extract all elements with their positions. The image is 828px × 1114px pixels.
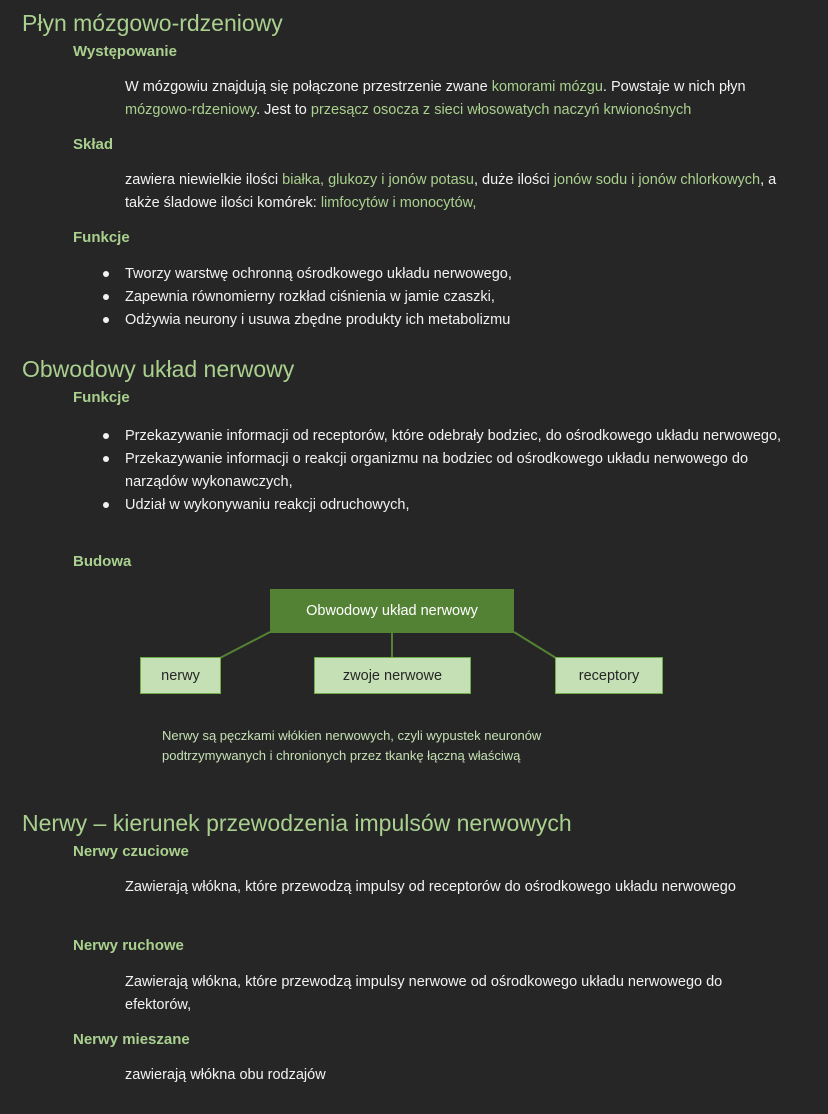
text-span: , duże ilości — [474, 172, 554, 188]
text-span: W mózgowiu znajdują się połączone przestrzenie zwane — [125, 79, 492, 95]
highlight-term: białka, glukozy i jonów potasu — [282, 172, 474, 188]
list-item: Udział w wykonywaniu reakcji odruchowych, — [125, 494, 785, 517]
paragraph-nerwy-czuciowe: Zawierają włókna, które przewodzą impulsy od receptorów do ośrodkowego układu nerwowego — [125, 879, 736, 895]
section-title-nerwy: Nerwy – kierunek przewodzenia impulsów nerwowych — [22, 810, 572, 836]
list-item: Tworzy warstwę ochronną ośrodkowego układu nerwowego, — [125, 263, 805, 286]
diagram-note: Nerwy są pęczkami włókien nerwowych, czyli wypustek neuronów podtrzymywanych i chronionych przez tkankę łączną właściwą — [162, 728, 542, 763]
subheading-budowa: Budowa — [73, 553, 132, 570]
diagram-node-nerwy: nerwy — [140, 657, 221, 694]
highlight-term: komorami mózgu — [491, 79, 603, 95]
subheading-nerwy-ruchowe: Nerwy ruchowe — [73, 937, 184, 954]
connector-line — [514, 632, 556, 658]
list-item: Przekazywanie informacji od receptorów, które odebrały bodziec, do ośrodkowego układu nerwowego, — [125, 425, 785, 448]
subheading-funkcje-obwodowy: Funkcje — [73, 389, 130, 406]
text-span: . Jest to — [256, 102, 311, 118]
subheading-funkcje-plyn: Funkcje — [73, 229, 130, 246]
text-span: , a także śladowe ilości komórek: — [125, 172, 777, 211]
list-item: Odżywia neurony i usuwa zbędne produkty ich metabolizmu — [125, 309, 805, 332]
list-item: Przekazywanie informacji o reakcji organizmu na bodziec od ośrodkowego układu nerwowego do narządów wykonawczych, — [125, 448, 785, 494]
subheading-sklad: Skład — [73, 136, 114, 153]
highlight-term: jonów sodu i jonów chlorkowych — [553, 172, 761, 188]
subheading-wystepowanie: Występowanie — [73, 43, 177, 60]
diagram-root-node: Obwodowy układ nerwowy — [270, 589, 514, 633]
subheading-nerwy-czuciowe: Nerwy czuciowe — [73, 843, 189, 860]
diagram-node-zwoje: zwoje nerwowe — [314, 657, 471, 694]
list-item: Zapewnia równomierny rozkład ciśnienia w jamie czaszki, — [125, 286, 805, 309]
highlight-term: mózgowo-rdzeniowy — [125, 102, 257, 118]
paragraph-nerwy-mieszane: zawierają włókna obu rodzajów — [125, 1067, 326, 1083]
diagram-node-receptory: receptory — [555, 657, 663, 694]
subheading-nerwy-mieszane: Nerwy mieszane — [73, 1031, 190, 1048]
highlight-term: limfocytów i monocytów, — [320, 195, 477, 211]
text-span: . Powstaje w nich płyn — [602, 79, 746, 95]
connector-line — [220, 632, 270, 658]
section-title-plyn: Płyn mózgowo-rdzeniowy — [22, 10, 283, 36]
paragraph-nerwy-ruchowe: Zawierają włókna, które przewodzą impulsy nerwowe od ośrodkowego układu nerwowego do efektorów, — [125, 974, 723, 1013]
section-title-obwodowy: Obwodowy układ nerwowy — [22, 356, 295, 382]
highlight-term: przesącz osocza z sieci włosowatych naczyń krwionośnych — [310, 102, 692, 118]
text-span: zawiera niewielkie ilości — [125, 172, 283, 188]
